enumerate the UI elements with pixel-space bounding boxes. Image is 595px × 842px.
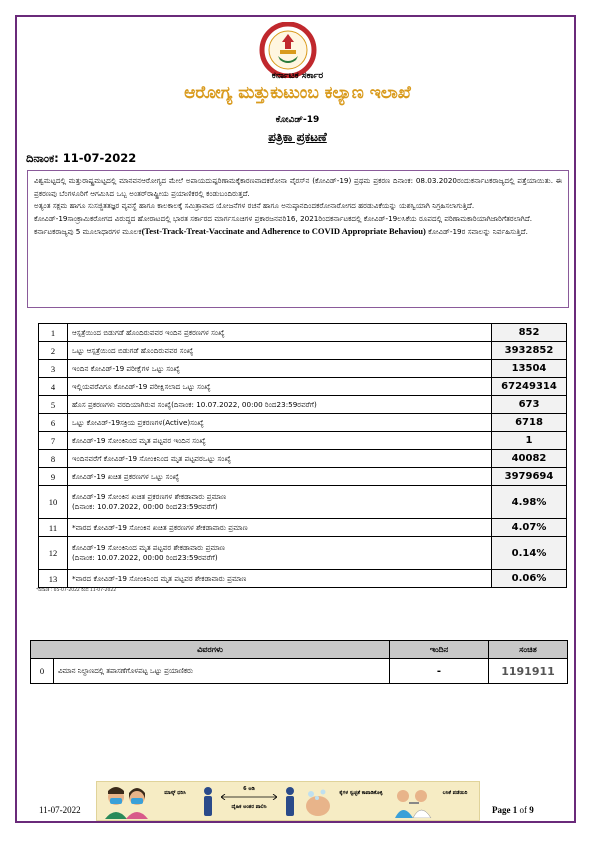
- department-title: ಆರೋಗ್ಯ ಮತ್ತುಕುಟುಂಬ ಕಲ್ಯಾಣ ಇಲಾಖೆ: [184, 83, 411, 103]
- row-number: 7: [39, 432, 68, 450]
- row-label: ಇಂದಿನ ಕೋವಿಡ್-19 ಪರೀಕ್ಷೆಗಳ ಒಟ್ಟು ಸಂಖ್ಯೆ: [68, 360, 492, 378]
- page-prefix: Page: [492, 805, 513, 815]
- distance-measure-label: 6 ಅಡಿ: [243, 786, 255, 792]
- intro-text: ಕರ್ನಾಟಕರಾಜ್ಯವು 5 ಮೂಲಾಧಾರಗಳ ಮೂಲಕ: [34, 227, 142, 237]
- table-row: [39, 468, 567, 486]
- row-value: 4.98%: [492, 486, 567, 519]
- table-row: [39, 360, 567, 378]
- row-number: 0: [31, 659, 54, 684]
- row-number: 10: [39, 486, 68, 519]
- table-row: [39, 519, 567, 537]
- intro-paragraph: [34, 225, 562, 239]
- table-row: [31, 659, 568, 684]
- row-label: [68, 537, 492, 570]
- row-number: 8: [39, 450, 68, 468]
- intro-paragraph: ವಿಶ್ವಮಟ್ಟದಲ್ಲಿ ಮತ್ತುರಾಷ್ಟ್ರಮಟ್ಟದಲ್ಲಿ ಮಾನವನಆರೋಗ್ಯದ ಮೇಲೆ ಅಪಾಯದುಷ್ಪರಿಣಾಮಕ್ಕೆಕಾರಣವಾದಕರೋನಾ ವೈರಸ್‌ನ (ಕೋವಿಡ್-19) ಪ್ರಥಮ ಪ್ರಕರಣ ದಿನಾಂಕ: 08.03.2020ರಂದುಕರ್ನಾಟಕರಾಜ್ಯದಲ್ಲಿ ಪತ್ತೆಯಾಯಿತು. ಈ ಪ್ರಕರಣವು ಬೆಂಗಳೂರಿಗೆ ಆಗಮಿಸಿದ ಒಬ್ಬ ಅಂತರ್‌ರಾಷ್ಟ್ರೀಯ ಪ್ರಯಾಣಿಕರಲ್ಲಿ ಕಂಡುಬಂದಿರುತ್ತದೆ.: [34, 176, 562, 198]
- row-label-line: (ದಿನಾಂಕ: 10.07.2022, 00:00 ರಿಂದ23:59ರವರೆಗೆ): [72, 502, 218, 511]
- row-label: ಆಸ್ಪತ್ರೆಯಿಂದ ಬಿಡುಗಡೆ ಹೊಂದಿರುವವರ ಇಂದಿನ ಪ್ರಕರಣಗಳ ಸಂಖ್ಯೆ: [68, 324, 492, 342]
- page-of: of: [517, 805, 530, 815]
- row-value: 3979694: [492, 468, 567, 486]
- row-value: 13504: [492, 360, 567, 378]
- table-row: [39, 570, 567, 588]
- column-header: ವಿವರಗಳು: [31, 641, 390, 659]
- date-range-footnote: *ದಿನಾಂಕ : 05-07-2022 ರಿಂದ 11-07-2022: [36, 588, 117, 593]
- row-value: 40082: [492, 450, 567, 468]
- intro-text: ಕೋವಿಡ್-19ರ ಸವಾಲನ್ನು ನಿರ್ವಹಿಸುತ್ತಿದೆ.: [425, 227, 528, 237]
- table-row: [39, 486, 567, 519]
- row-label: *ವಾರದ ಕೋವಿಡ್-19 ಸೋಂಕಿನಿಂದ ಮೃತ ಪಟ್ಟವರ ಶೇಕಡಾವಾರು ಪ್ರಮಾಣ: [68, 570, 492, 588]
- hand-wash-icon: [303, 786, 333, 818]
- total-pages: 9: [529, 805, 534, 815]
- intro-paragraph: ಕೋವಿಡ್-19ಸಾಂಕ್ರಾಮಿಕರೋಗದ ವಿರುದ್ಧದ ಹೋರಾಟದಲ್ಲಿ ಭಾರತ ಸರ್ಕಾರದ ಮಾರ್ಗಸೂಚಿಗಳ ಪ್ರಕಾರಜನವರಿ16, 2021ರಿಂದಕರ್ನಾಟಕದಲ್ಲಿ ಕೋವಿಡ್-19ಲಸಿಕೆಯ ರೂಪದಲ್ಲಿ ಪರಿಣಾಮಕಾರಿಯಾಗಿಜಾರಿಗೆತರಲಾಗಿದೆ.: [34, 213, 533, 223]
- page-number: [492, 805, 534, 815]
- row-value: 673: [492, 396, 567, 414]
- table-row: [39, 396, 567, 414]
- distance-arrow-icon: [221, 794, 277, 800]
- row-label-line: (ದಿನಾಂಕ: 10.07.2022, 00:00 ರಿಂದ23:59ರವರೆಗೆ): [72, 553, 218, 562]
- masked-people-icon: [103, 785, 153, 819]
- row-label: *ವಾರದ ಕೋವಿಡ್-19 ಸೋಂಕಿನ ಖಚಿತ ಪ್ರಕರಣಗಳ ಶೇಕಡಾವಾರು ಪ್ರಮಾಣ: [68, 519, 492, 537]
- row-number: 4: [39, 378, 68, 396]
- row-number: 11: [39, 519, 68, 537]
- current-page: 1: [512, 805, 518, 815]
- today-value: -: [390, 659, 489, 684]
- row-number: 5: [39, 396, 68, 414]
- row-label: ವಿಮಾನ ನಿಲ್ದಾಣದಲ್ಲಿ ತಪಾಸಣೆಗೊಳಪಟ್ಟ ಒಟ್ಟು ಪ್ರಯಾಣಿಕರು: [54, 659, 390, 684]
- covid-appropriate-behaviour-banner: [96, 781, 480, 821]
- row-number: 6: [39, 414, 68, 432]
- table-header-row: [31, 641, 568, 659]
- table-row: [39, 432, 567, 450]
- person-icon: [201, 786, 215, 818]
- row-label: ಹೊಸ ಪ್ರಕರಣಗಳು ವರದಿಯಾಗಿರುವ ಸಂಖ್ಯೆ(ದಿನಾಂಕ: 10.07.2022, 00:00 ರಿಂದ23:59ರವರೆಗೆ): [68, 396, 492, 414]
- table-row: [39, 324, 567, 342]
- row-label-line: ಕೋವಿಡ್-19 ಸೋಂಕಿನಿಂದ ಮೃತ ಪಟ್ಟವರ ಶೇಕಡಾವಾರು ಪ್ರಮಾಣ: [72, 543, 226, 552]
- row-label: ಕೋವಿಡ್-19 ಸೋಂಕಿನಿಂದ ಮೃತ ಪಟ್ಟವರ ಇಂದಿನ ಸಂಖ್ಯೆ: [68, 432, 492, 450]
- row-value: 1: [492, 432, 567, 450]
- column-header: ಸಂಚಿತ: [489, 641, 568, 659]
- statistics-table: [38, 323, 567, 588]
- row-label: ಇಂದಿನವರೆಗೆ ಕೋವಿಡ್-19 ಸೋಂಕಿನಿಂದ ಮೃತ ಪಟ್ಟವರಒಟ್ಟು ಸಂಖ್ಯೆ: [68, 450, 492, 468]
- row-number: 1: [39, 324, 68, 342]
- government-emblem-icon: [258, 22, 318, 78]
- release-date: ದಿನಾಂಕ: 11-07-2022: [26, 151, 137, 165]
- footer-date: 11-07-2022: [39, 805, 81, 815]
- table-row: [39, 414, 567, 432]
- cumulative-value: 1191911: [489, 659, 568, 684]
- row-value: 0.14%: [492, 537, 567, 570]
- row-value: 6718: [492, 414, 567, 432]
- row-value: 3932852: [492, 342, 567, 360]
- row-label: ಒಟ್ಟು ಆಸ್ಪತ್ರೆಯಿಂದ ಬಿಡುಗಡೆ ಹೊಂದಿರುವವರ ಸಂಖ್ಯೆ: [68, 342, 492, 360]
- intro-paragraph: ಅತ್ಯಂತ ಸಕ್ಷಮ ಹಾಗೂ ಸುಸಜ್ಜಿತತಜ್ಞರ ವ್ಯವಸ್ಥೆ ಹಾಗೂ ಕಾಲಕಾಲಕ್ಕೆ ಸಮಿತ್ರಾವಾದ ಯೋಜನೆಗಳ ರಚನೆ ಹಾಗೂ ಅನುಷ್ಠಾನದಿಂದಕರೋನಾರೋಗದ ಹರಡುವಿಕೆಯನ್ನು ಯಶಸ್ವಿಯಾಗಿ ನಿಗ್ರಹಿಸಲಾಗುತ್ತಿದೆ.: [34, 201, 475, 211]
- row-label: ಇಲ್ಲಿಯವರೆವಿಗೂ ಕೋವಿಡ್-19 ಪರೀಕ್ಷಿಸಲಾದ ಒಟ್ಟು ಸಂಖ್ಯೆ: [68, 378, 492, 396]
- table-row: [39, 342, 567, 360]
- table-row: [39, 450, 567, 468]
- row-number: 3: [39, 360, 68, 378]
- row-number: 13: [39, 570, 68, 588]
- row-number: 12: [39, 537, 68, 570]
- row-label: ಕೋವಿಡ್-19 ಖಚಿತ ಪ್ರಕರಣಗಳ ಒಟ್ಟು ಸಂಖ್ಯೆ: [68, 468, 492, 486]
- intro-strategy-text: (Test-Track-Treat-Vaccinate and Adherence to COVID Appropriate Behaviou): [141, 226, 426, 237]
- row-value: 852: [492, 324, 567, 342]
- row-label: [68, 486, 492, 519]
- get-vaccinated-label: ಲಸಿಕೆ ಪಡೆಯಿರಿ: [442, 790, 468, 796]
- government-name: ಕರ್ನಾಟಕ ಸರ್ಕಾರ: [271, 71, 324, 81]
- row-number: 9: [39, 468, 68, 486]
- airport-passengers-table: [30, 640, 568, 684]
- row-value: 67249314: [492, 378, 567, 396]
- column-header: ಇಂದಿನ: [390, 641, 489, 659]
- intro-box: [27, 170, 569, 308]
- subject-line: ಕೋವಿಡ್-19: [275, 115, 320, 125]
- table-row: [39, 378, 567, 396]
- row-label: ಒಟ್ಟು ಕೋವಿಡ್-19ಸಕ್ರಿಯ ಪ್ರಕರಣಗಳ(Active)ಸಂಖ್ಯೆ: [68, 414, 492, 432]
- row-value: 4.07%: [492, 519, 567, 537]
- table-row: [39, 537, 567, 570]
- row-value: 0.06%: [492, 570, 567, 588]
- wear-mask-label: ಮಾಸ್ಕ್ ಧರಿಸಿ: [164, 790, 186, 796]
- vaccination-icon: [393, 786, 433, 818]
- row-number: 2: [39, 342, 68, 360]
- press-release-heading: ಪತ್ರಿಕಾ ಪ್ರಕಟಣೆ: [268, 130, 327, 144]
- hand-hygiene-label: ಕೈಗಳ ಸ್ವಚ್ಛತೆ ಕಾಪಾಡಿಕೊಳ್ಳಿ: [339, 790, 383, 796]
- person-icon: [283, 786, 297, 818]
- row-label-line: ಕೋವಿಡ್-19 ಸೋಂಕಿನ ಖಚಿತ ಪ್ರಕರಣಗಳ ಶೇಕಡಾವಾರು ಪ್ರಮಾಣ: [72, 492, 227, 501]
- physical-distance-label: ದೈಹಿಕ ಅಂತರ ಪಾಲಿಸಿ: [231, 804, 267, 810]
